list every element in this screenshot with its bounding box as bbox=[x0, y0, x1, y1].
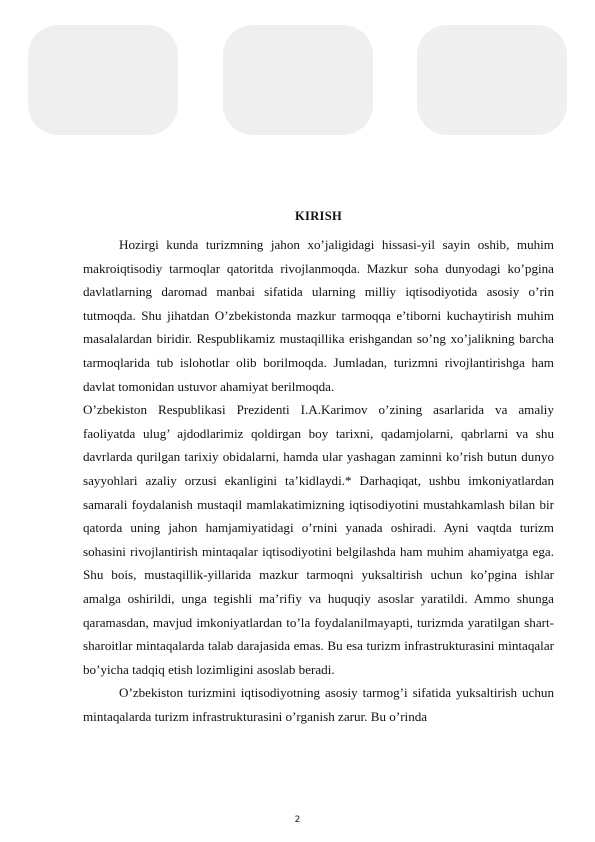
section-heading: KIRISH bbox=[295, 209, 342, 223]
document-body bbox=[83, 200, 554, 728]
watermark-shape-icon bbox=[18, 10, 188, 150]
paragraph-president: O’zbekiston Respublikasi Prezidenti I.A.Karimov o’zining asarlarida va amaliy faoliyatda ulug’ ajdodlarimiz qoldirgan boy tarixni, qadamjolarni, qabrlarni va shu davrlarda qurilgan tarixiy obidalarni, hamda ular yashagan zaminni ko’rish butun dunyo sayyohlari azaliy orzusi ekanligini ta’kidlaydi.* Darhaqiqat, ushbu imkoniyatlardan samarali foydalanish mustaqil mamlakatimizning iqtisodiyotini mustahkamlash bilan bir qatorda uning jahon hamjamiyatidagi o’rnini yanada oshiradi. Ayni vaqtda turizm sohasini rivojlantirish mintaqalar iqtisodiyotini belgilashda ham muhim ahamiyatga ega. Shu bois, mustaqillik-yillarida mazkur tarmoqni yuksaltirish uchun ko’pgina ishlar amalga oshirildi, unga tegishli ma’rifiy va huquqiy asoslar yaratildi. Ammo shunga qaramasdan, mavjud imkoniyatlardan to’la foydalanilmayapti, turizmda yaratilgan shart-sharoitlar mintaqalarda talab darajasida emas. Bu esa turizm infrastrukturasini mintaqalar bo’yicha tadqiq etish lozimligini asoslab beradi. bbox=[83, 402, 554, 677]
paragraph-infrastructure: O’zbekiston turizmini iqtisodiyotning asosiy tarmog’i sifatida yuksaltirish uchun mintaqalarda turizm infrastrukturasini o’rganish zarur. Bu o’rinda bbox=[83, 685, 554, 724]
page-number: 2 bbox=[294, 815, 301, 825]
watermark bbox=[0, 10, 595, 155]
watermark-shape-icon bbox=[407, 10, 577, 150]
paragraph-intro: Hozirgi kunda turizmning jahon xo’jaligidagi hissasi-yil sayin oshib, muhim makroiqtisodiy tarmoqlar qatoritda rivojlanmoqda. Mazkur soha dunyodagi ko’pgina davlatlarning daromad manbai sifatida ularning milliy iqtisodiyotida asosiy o’rin tutmoqda. Shu jihatdan O’zbekistonda mazkur tarmoqqa e’tiborni kuchaytirish muhim masalalardan biridir. Respublikamiz mustaqillika erishgandan so’ng xo’jalikning barcha tarmoqlarida tub islohotlar olib borilmoqda. Jumladan, turizmni rivojlantirishga ham davlat tomonidan ustuvor ahamiyat berilmoqda. bbox=[83, 237, 554, 394]
watermark-shape-icon bbox=[213, 10, 383, 150]
